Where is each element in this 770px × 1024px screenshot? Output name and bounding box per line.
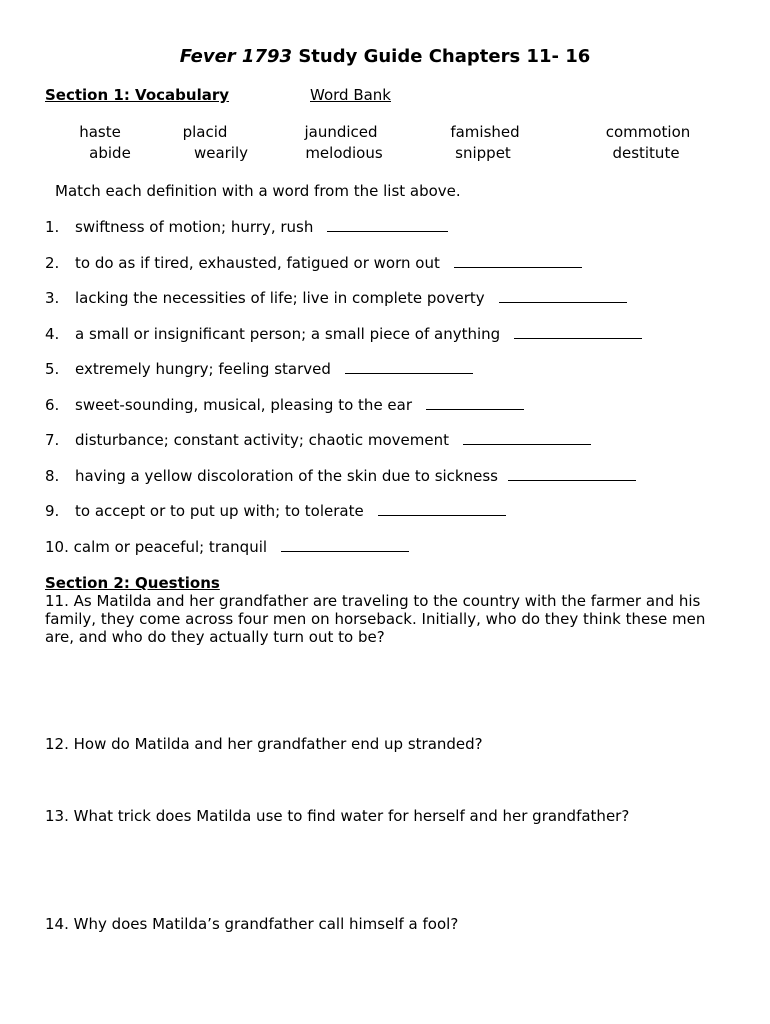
answer-blank[interactable] xyxy=(499,289,627,303)
word-bank-word: destitute xyxy=(612,144,680,162)
answer-blank[interactable] xyxy=(426,396,524,410)
answer-blank[interactable] xyxy=(281,538,409,552)
page-title xyxy=(0,46,770,67)
word-bank-word: famished xyxy=(450,123,520,141)
definition-item xyxy=(45,325,642,343)
title-rest: Study Guide Chapters 11- 16 xyxy=(298,46,591,67)
definition-text: extremely hungry; feeling starved xyxy=(75,360,331,378)
answer-blank[interactable] xyxy=(508,467,636,481)
definition-item xyxy=(45,218,448,236)
word-bank-word: snippet xyxy=(455,144,511,162)
answer-blank[interactable] xyxy=(514,325,642,339)
definition-text: disturbance; constant activity; chaotic movement xyxy=(75,431,449,449)
question-14: 14. Why does Matilda’s grandfather call himself a fool? xyxy=(45,915,459,933)
word-bank-word: abide xyxy=(89,144,131,162)
definition-item xyxy=(45,467,636,485)
definition-number: 7. xyxy=(45,431,60,449)
definition-text: swiftness of motion; hurry, rush xyxy=(75,218,314,236)
answer-blank[interactable] xyxy=(345,360,473,374)
section1-heading: Section 1: Vocabulary xyxy=(45,86,230,104)
question-12: 12. How do Matilda and her grandfather end up stranded? xyxy=(45,735,483,753)
instructions: Match each definition with a word from the list above. xyxy=(55,182,461,200)
answer-blank[interactable] xyxy=(378,502,506,516)
definition-item xyxy=(45,396,524,414)
definition-text: calm or peaceful; tranquil xyxy=(73,538,268,556)
definition-number: 10. xyxy=(45,538,69,556)
question-11: 11. As Matilda and her grandfather are traveling to the country with the farmer and his family, they come across four men on horseback. Initially, who do they think these men are, and who do they actually turn out to be? xyxy=(45,592,706,646)
definition-number: 6. xyxy=(45,396,60,414)
definition-item xyxy=(45,431,591,449)
title-book-name: Fever 1793 xyxy=(179,46,293,67)
answer-blank[interactable] xyxy=(454,254,582,268)
answer-blank[interactable] xyxy=(327,218,448,232)
definition-text: to accept or to put up with; to tolerate xyxy=(75,502,364,520)
definition-number: 1. xyxy=(45,218,60,236)
definition-item xyxy=(45,502,506,520)
definition-text: to do as if tired, exhausted, fatigued or worn out xyxy=(75,254,440,272)
definition-text: having a yellow discoloration of the skin due to sickness xyxy=(75,467,498,485)
word-bank-word: wearily xyxy=(193,144,249,162)
definition-number: 2. xyxy=(45,254,60,272)
answer-blank[interactable] xyxy=(463,431,591,445)
section2-heading: Section 2: Questions xyxy=(45,574,220,592)
definition-item xyxy=(45,289,627,307)
definition-item xyxy=(45,360,473,378)
word-bank-word: melodious xyxy=(305,144,383,162)
word-bank-word: commotion xyxy=(605,123,691,141)
word-bank-word: haste xyxy=(79,123,121,141)
word-bank-word: jaundiced xyxy=(304,123,378,141)
definition-number: 5. xyxy=(45,360,60,378)
definition-item xyxy=(45,254,582,272)
definition-text: sweet-sounding, musical, pleasing to the ear xyxy=(75,396,413,414)
definition-text: lacking the necessities of life; live in complete poverty xyxy=(75,289,485,307)
definition-number: 9. xyxy=(45,502,60,520)
word-bank-word: placid xyxy=(182,123,228,141)
definition-text: a small or insignificant person; a small piece of anything xyxy=(75,325,501,343)
definition-number: 3. xyxy=(45,289,60,307)
word-bank-label: Word Bank xyxy=(310,86,391,104)
question-13: 13. What trick does Matilda use to find water for herself and her grandfather? xyxy=(45,807,630,825)
definition-number: 4. xyxy=(45,325,60,343)
definition-item xyxy=(45,538,409,556)
definition-number: 8. xyxy=(45,467,60,485)
